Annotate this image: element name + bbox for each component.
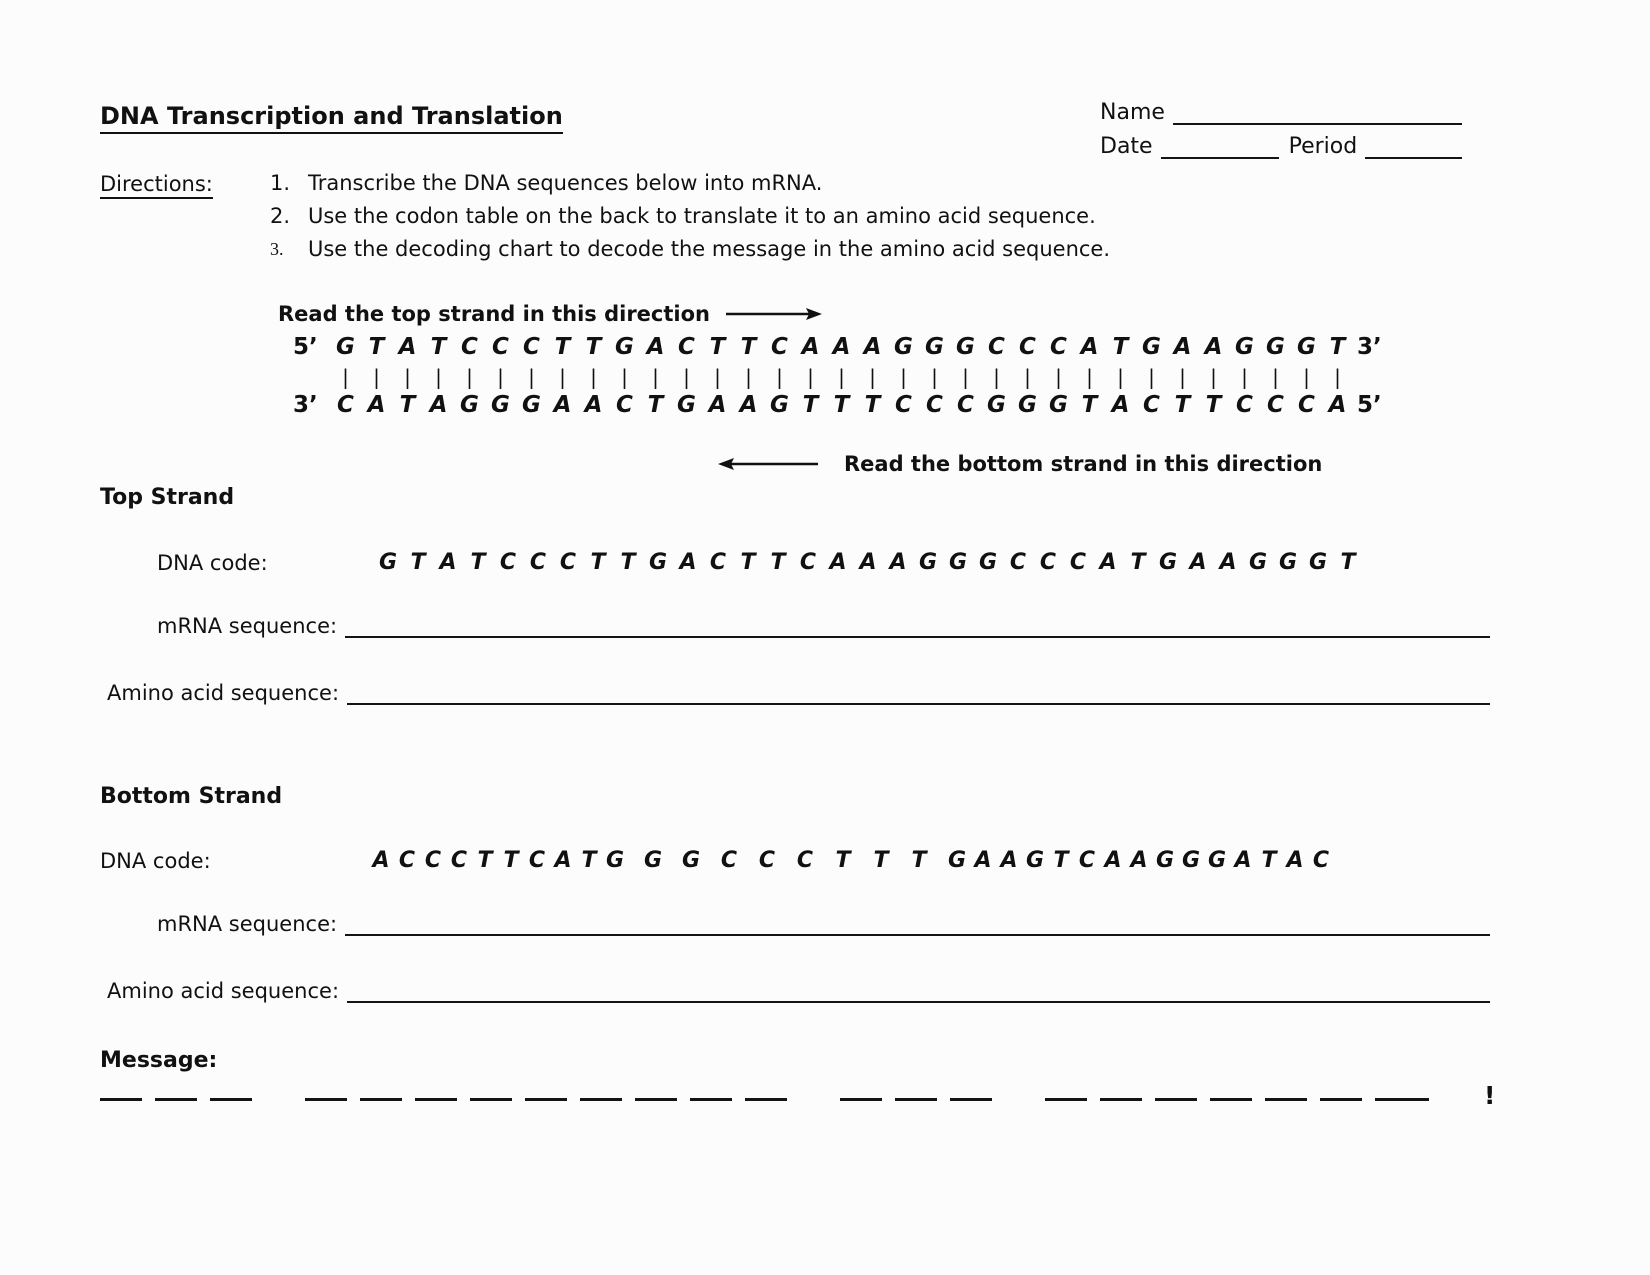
three-prime-label: 3’ <box>293 392 318 418</box>
top-mrna-row <box>157 614 1490 638</box>
date-input-line[interactable] <box>1161 135 1279 159</box>
dna-code-label: DNA code: <box>100 849 211 873</box>
amino-acid-sequence-label: Amino acid sequence: <box>107 681 340 705</box>
date-period-row <box>1100 134 1462 159</box>
bottom-mrna-input-line[interactable] <box>345 912 1490 936</box>
five-prime-label: 5’ <box>293 334 318 360</box>
hydrogen-bond-lines: | | | | | | | | | | | | | | | | | | | | | | | | | | | | | | | | | <box>342 365 1341 389</box>
direction-number: 1. <box>270 171 291 195</box>
amino-acid-sequence-label: Amino acid sequence: <box>107 979 340 1003</box>
direction-item-2 <box>270 204 1096 228</box>
bottom-strand-bases: C A T A G G G A A C T G A A G T T T C C C G G G T A C T T C C C A <box>337 392 1347 418</box>
top-mrna-input-line[interactable] <box>345 614 1490 638</box>
message-letter-blanks[interactable] <box>100 1080 1482 1105</box>
left-arrow-icon <box>718 456 818 472</box>
direction-number: 3. <box>270 239 284 259</box>
mrna-sequence-label: mRNA sequence: <box>157 614 338 638</box>
message-blanks-row <box>100 1080 1496 1110</box>
period-label: Period <box>1288 134 1358 159</box>
direction-item-3 <box>270 237 1110 261</box>
directions-label: Directions: <box>100 172 213 199</box>
top-amino-input-line[interactable] <box>347 681 1490 705</box>
bottom-mrna-row <box>157 912 1490 936</box>
message-exclamation: ! <box>1484 1081 1496 1110</box>
bottom-strand-heading: Bottom Strand <box>100 784 283 809</box>
message-label: Message: <box>100 1048 218 1073</box>
direction-item-1 <box>270 171 822 195</box>
name-label: Name <box>1100 100 1165 125</box>
direction-text: Use the codon table on the back to translate it to an amino acid sequence. <box>308 204 1096 228</box>
diagram-bottom-strand-row <box>293 392 1382 418</box>
right-arrow-icon <box>726 306 822 322</box>
read-top-strand-caption <box>278 302 822 326</box>
base-pair-bonds-row <box>293 364 1353 390</box>
bottom-strand-dna-code: A C C C T T C A T G G G C C C T T T G A A G T C A A G G G A T A C <box>372 848 1330 873</box>
mrna-sequence-label: mRNA sequence: <box>157 912 338 936</box>
read-top-strand-label: Read the top strand in this direction <box>278 302 710 326</box>
diagram-top-strand-row <box>293 334 1382 360</box>
name-input-line[interactable] <box>1173 101 1462 125</box>
dna-code-label: DNA code: <box>157 551 268 575</box>
three-prime-label: 3’ <box>1357 334 1382 360</box>
date-label: Date <box>1100 134 1153 159</box>
top-amino-row <box>107 681 1490 705</box>
top-strand-dna-code: G T A T C C C T T G A C T T C A A A G G G C C C A T G A A G G G T <box>378 550 1356 575</box>
period-input-line[interactable] <box>1365 135 1462 159</box>
direction-text: Use the decoding chart to decode the message in the amino acid sequence. <box>308 237 1111 261</box>
direction-number: 2. <box>270 204 291 228</box>
page-title: DNA Transcription and Translation <box>100 102 563 134</box>
name-row <box>1100 100 1462 125</box>
five-prime-label: 5’ <box>1357 392 1382 418</box>
bottom-amino-row <box>107 979 1490 1003</box>
top-strand-heading: Top Strand <box>100 485 235 510</box>
bottom-amino-input-line[interactable] <box>347 979 1490 1003</box>
read-bottom-strand-caption <box>718 452 1322 476</box>
read-bottom-strand-label: Read the bottom strand in this direction <box>844 452 1323 476</box>
direction-text: Transcribe the DNA sequences below into mRNA. <box>308 171 823 195</box>
top-strand-bases: G T A T C C C T T G A C T T C A A A G G G C C C A T G A A G G G T <box>336 334 1346 360</box>
